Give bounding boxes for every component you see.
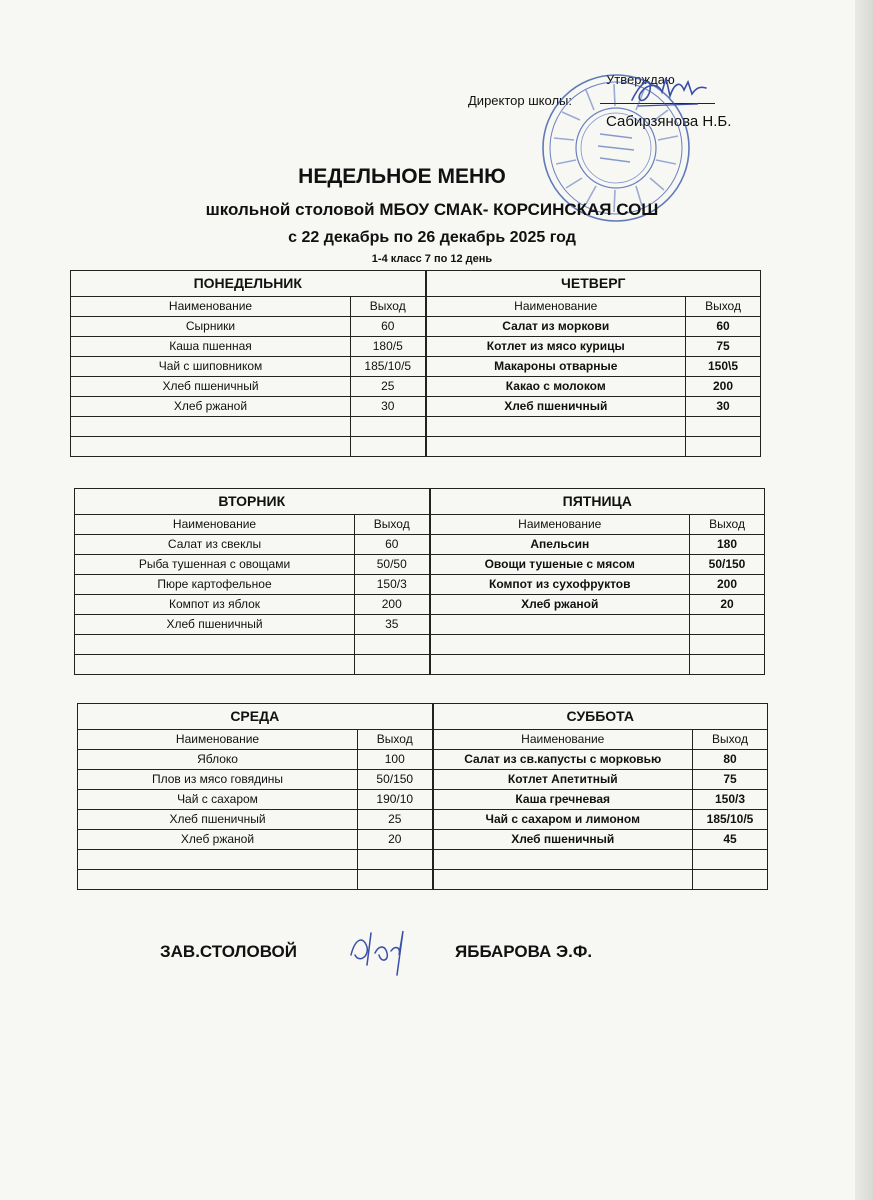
dish-name: Хлеб пшеничный [78,810,358,830]
dish-portion [690,635,765,655]
column-header-name: Наименование [78,730,358,750]
column-header-name: Наименование [433,730,693,750]
day-header-row [71,271,761,297]
dish-name: Макароны отварные [426,357,686,377]
table-row [71,417,761,437]
dish-portion [690,655,765,675]
dish-portion: 180/5 [351,337,426,357]
table-row [75,595,765,615]
director-signature [628,70,708,112]
footer-role: ЗАВ.СТОЛОВОЙ [160,942,297,961]
dish-portion [693,850,768,870]
day-title: ЧЕТВЕРГ [426,271,761,297]
dish-name: Котлет из мясо курицы [426,337,686,357]
dish-portion [686,437,761,457]
dish-portion: 150/3 [355,575,430,595]
day-header-row [78,704,768,730]
dish-name: Каша пшенная [71,337,351,357]
column-header-portion: Выход [358,730,433,750]
dish-portion: 30 [686,397,761,417]
menu-table-block-3 [77,703,768,890]
dish-portion [351,417,426,437]
dish-portion: 185/10/5 [693,810,768,830]
column-header-row [78,730,768,750]
dish-name [78,870,358,890]
dish-name: Хлеб ржаной [78,830,358,850]
dish-name [426,437,686,457]
dish-portion: 150/3 [693,790,768,810]
table-row [78,750,768,770]
column-header-name: Наименование [71,297,351,317]
dish-name [426,417,686,437]
dish-portion: 200 [686,377,761,397]
table-row [71,377,761,397]
dish-name: Хлеб пшеничный [71,377,351,397]
day-title: ПОНЕДЕЛЬНИК [71,271,426,297]
dish-name: Салат из свеклы [75,535,355,555]
dish-name [71,437,351,457]
page-edge [855,0,873,1200]
approval-name: Сабирзянова Н.Б. [606,113,732,130]
dish-name: Салат из св.капусты с морковью [433,750,693,770]
day-title: СРЕДА [78,704,433,730]
table-row [71,317,761,337]
dish-portion: 150\5 [686,357,761,377]
table-row [78,870,768,890]
day-header-row [75,489,765,515]
table-row [71,357,761,377]
approval-label: Утверждаю [606,72,675,87]
dish-name [430,635,690,655]
dish-name: Салат из моркови [426,317,686,337]
dish-name: Плов из мясо говядины [78,770,358,790]
dish-name: Чай с сахаром [78,790,358,810]
approval-position: Директор школы: [468,93,572,108]
table-row [75,655,765,675]
dish-portion: 50/50 [355,555,430,575]
table-row [71,437,761,457]
table-row [71,337,761,357]
page-title: НЕДЕЛЬНОЕ МЕНЮ [298,165,506,188]
dish-name: Компот из яблок [75,595,355,615]
dish-name: Апельсин [430,535,690,555]
dish-name [430,615,690,635]
dish-portion: 25 [351,377,426,397]
dish-name: Яблоко [78,750,358,770]
table-row [75,575,765,595]
column-header-portion: Выход [351,297,426,317]
dish-name: Хлеб ржаной [71,397,351,417]
table-row [78,790,768,810]
dish-name: Овощи тушеные с мясом [430,555,690,575]
dish-name: Котлет Апетитный [433,770,693,790]
column-header-row [71,297,761,317]
dish-portion [693,870,768,890]
footer-name: ЯББАРОВА Э.Ф. [455,942,593,961]
dish-name: Сырники [71,317,351,337]
dish-name: Каша гречневая [433,790,693,810]
dish-portion: 75 [693,770,768,790]
dish-portion: 75 [686,337,761,357]
dish-name [75,635,355,655]
column-header-name: Наименование [426,297,686,317]
dish-portion: 100 [358,750,433,770]
dish-name [430,655,690,675]
column-header-name: Наименование [430,515,690,535]
dish-portion [351,437,426,457]
dish-portion: 50/150 [690,555,765,575]
dish-name: Хлеб пшеничный [433,830,693,850]
column-header-name: Наименование [75,515,355,535]
dish-portion: 200 [690,575,765,595]
dish-name: Хлеб ржаной [430,595,690,615]
dish-portion: 180 [690,535,765,555]
dish-portion [355,635,430,655]
dish-portion [355,655,430,675]
dish-portion: 200 [355,595,430,615]
dish-portion: 60 [355,535,430,555]
dish-name: Какао с молоком [426,377,686,397]
table-row [71,397,761,417]
page-subtitle: школьной столовой МБОУ СМАК- КОРСИНСКАЯ СОШ [205,200,659,219]
dish-portion: 25 [358,810,433,830]
dish-portion [358,850,433,870]
dish-portion: 185/10/5 [351,357,426,377]
dish-name: Хлеб пшеничный [75,615,355,635]
dish-portion [686,417,761,437]
dish-portion: 190/10 [358,790,433,810]
class-info: 1-4 класс 7 по 12 день [371,253,493,265]
table-row [78,810,768,830]
table-row [78,830,768,850]
table-row [75,555,765,575]
dish-name [433,870,693,890]
dish-portion: 45 [693,830,768,850]
column-header-portion: Выход [693,730,768,750]
table-row [75,535,765,555]
table-row [75,635,765,655]
dish-name: Чай с шиповником [71,357,351,377]
dish-portion: 50/150 [358,770,433,790]
dish-name [71,417,351,437]
table-row [75,615,765,635]
dish-portion: 20 [358,830,433,850]
dish-portion: 60 [351,317,426,337]
dish-name [78,850,358,870]
dish-name: Компот из сухофруктов [430,575,690,595]
canteen-head-signature [345,925,415,977]
dish-name: Чай с сахаром и лимоном [433,810,693,830]
dish-name [75,655,355,675]
dish-portion: 20 [690,595,765,615]
menu-table-block-1 [70,270,761,457]
date-range: с 22 декабрь по 26 декабрь 2025 год [288,229,576,246]
day-title: СУББОТА [433,704,768,730]
column-header-portion: Выход [355,515,430,535]
dish-portion [358,870,433,890]
dish-portion: 60 [686,317,761,337]
dish-portion: 30 [351,397,426,417]
day-title: ПЯТНИЦА [430,489,765,515]
day-title: ВТОРНИК [75,489,430,515]
dish-name: Хлеб пшеничный [426,397,686,417]
column-header-portion: Выход [690,515,765,535]
menu-table-block-2 [74,488,765,675]
dish-portion: 35 [355,615,430,635]
dish-name: Пюре картофельное [75,575,355,595]
dish-portion [690,615,765,635]
dish-name [433,850,693,870]
column-header-row [75,515,765,535]
column-header-portion: Выход [686,297,761,317]
dish-portion: 80 [693,750,768,770]
table-row [78,850,768,870]
dish-name: Рыба тушенная с овощами [75,555,355,575]
table-row [78,770,768,790]
